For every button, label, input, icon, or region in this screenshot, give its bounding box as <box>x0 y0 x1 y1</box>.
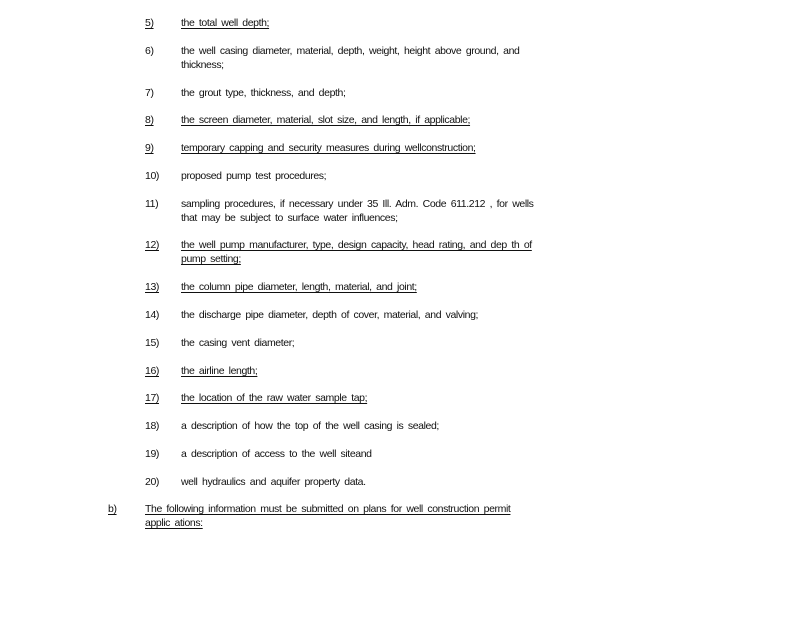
list-item-number: 12) <box>145 239 159 251</box>
list-item-text: the discharge pipe diameter, depth of cover, material, and valving; <box>181 309 479 321</box>
list-item-text: well hydraulics and aquifer property data. <box>181 476 366 488</box>
list-item-number: 6) <box>145 45 154 57</box>
list-item-text: the casing vent diameter; <box>181 337 295 349</box>
list-item-number: 7) <box>145 87 154 99</box>
list-item-text: the airline length; <box>181 365 258 377</box>
list-item-text: sampling procedures, if necessary under 35 Ill. Adm. Code 611.212 , for wells that may be subject to surface water influences; <box>181 198 534 224</box>
list-item-number: 20) <box>145 476 159 488</box>
list-item-number: 13) <box>145 281 159 293</box>
list-item-number: 5) <box>145 17 154 29</box>
list-item-text: the screen diameter, material, slot size, and length, if applicable; <box>181 114 471 126</box>
list-item-number: 10) <box>145 170 159 182</box>
list-item-text: the total well depth; <box>181 17 270 29</box>
list-item-number: 15) <box>145 337 159 349</box>
list-item-text: proposed pump test procedures; <box>181 170 327 182</box>
list-item-text: the grout type, thickness, and depth; <box>181 87 346 99</box>
list-item-number: 16) <box>145 365 159 377</box>
list-item-text: a description of how the top of the well casing is sealed; <box>181 420 439 432</box>
list-item-number: 19) <box>145 448 159 460</box>
list-item-number: 17) <box>145 392 159 404</box>
list-item-number: 18) <box>145 420 159 432</box>
section-b-letter: b) <box>108 503 117 515</box>
list-item-number: 9) <box>145 142 154 154</box>
list-item-number: 8) <box>145 114 154 126</box>
list-item-number: 14) <box>145 309 159 321</box>
section-b-text: The following information must be submitted on plans for well construction permit applic ations: <box>145 503 511 529</box>
list-item-text: the location of the raw water sample tap; <box>181 392 368 404</box>
list-item-text: temporary capping and security measures during wellconstruction; <box>181 142 476 154</box>
list-item-text: the well casing diameter, material, depth, weight, height above ground, and thickness; <box>181 45 520 71</box>
list-item-text: the well pump manufacturer, type, design capacity, head rating, and dep th of pump setting; <box>181 239 532 265</box>
list-item-text: the column pipe diameter, length, material, and joint; <box>181 281 417 293</box>
list-item-text: a description of access to the well siteand <box>181 448 372 460</box>
list-item-number: 11) <box>145 198 159 210</box>
